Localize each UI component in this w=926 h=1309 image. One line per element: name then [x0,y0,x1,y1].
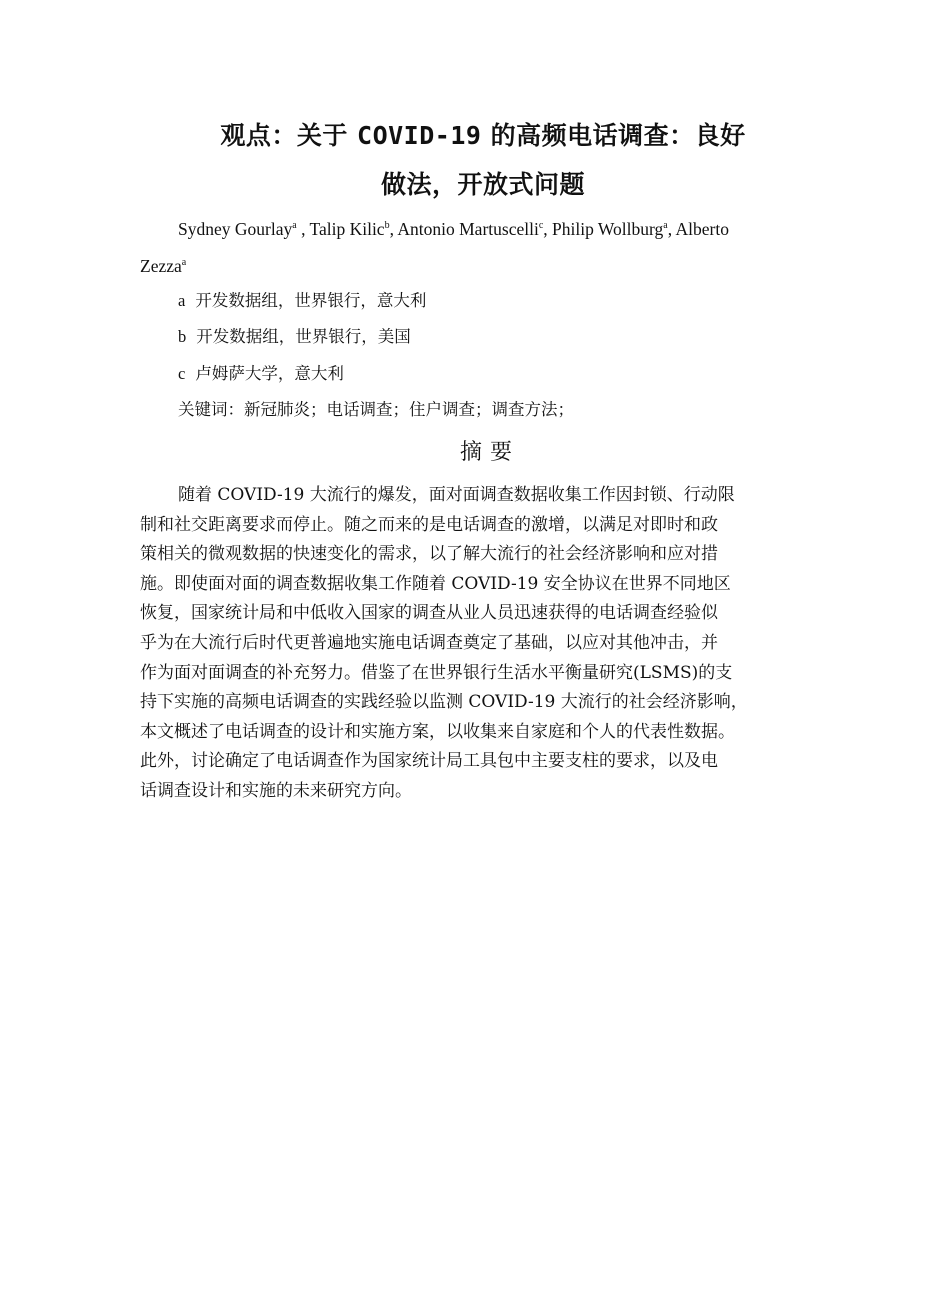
author-affiliation-mark: a [663,220,668,231]
affiliation-text: 开发数据组，世界银行，美国 [196,327,411,346]
author-separator: , [543,219,553,239]
title-code: COVID-19 [357,121,482,150]
author-name: Philip Wollburg [552,219,664,239]
abstract-line: 本文概述了电话调查的设计和实施方案，以收集来自家庭和个人的代表性数据。 [140,721,735,742]
affiliation-text: 卢姆萨大学，意大利 [195,364,344,383]
author-affiliation-mark: c [538,220,544,231]
paper-title-line-2: 做法，开放式问题 [380,170,585,199]
title-suffix: 的高频电话调查：良好 [481,121,746,150]
affiliation-mark: b [178,327,187,346]
author-name: Sydney Gourlay [178,219,293,239]
author-separator: , [389,219,398,239]
author-affiliation-mark: a [292,220,297,231]
author-separator: , [667,219,676,239]
abstract-line: 话调查设计和实施的未来研究方向。 [140,780,412,801]
affiliation-mark: c [178,364,186,383]
abstract-line: 作为面对面调查的补充努力。借鉴了在世界银行生活水平衡量研究(LSMS)的支 [140,662,733,683]
abstract-heading: 摘要 [459,440,520,465]
keywords-text: 新冠肺炎；电话调查；住户调查；调查方法； [244,400,574,419]
title-prefix: 观点：关于 [220,121,358,150]
affiliation-text: 开发数据组，世界银行，意大利 [195,291,427,310]
abstract-line: 制和社交距离要求而停止。随之而来的是电话调查的激增，以满足对即时和政 [140,514,718,535]
author-name: Talip Kilic [309,219,385,239]
abstract-line: 乎为在大流行后时代更普遍地实施电话调查奠定了基础，以应对其他冲击，并 [140,632,718,653]
abstract-line: 持下实施的高频电话调查的实践经验以监测 COVID-19 大流行的社会经济影响， [140,692,748,713]
author-affiliation-mark: b [384,220,390,231]
affiliation-mark: a [178,291,186,310]
abstract-line: 此外，讨论确定了电话调查作为国家统计局工具包中主要支柱的要求，以及电 [140,751,718,772]
affiliation-b [178,323,411,351]
author-list [140,215,800,243]
author-name: Alberto [675,219,729,239]
author-separator: , [296,219,310,239]
keywords-label: 关键词： [178,400,244,419]
abstract-body [140,481,820,807]
abstract-line: 随着 COVID-19 大流行的爆发，面对面调查数据收集工作因封锁、行动限 [178,485,735,505]
author-list-continued [140,252,800,280]
affiliation-c [178,360,344,388]
abstract-line: 恢复，国家统计局和中低收入国家的调查从业人员迅速获得的电话调查经验似 [140,603,718,624]
affiliation-a [178,287,426,315]
abstract-line: 施。即使面对面的调查数据收集工作随着 COVID-19 安全协议在世界不同地区 [140,573,731,594]
abstract-line: 策相关的微观数据的快速变化的需求，以了解大流行的社会经济影响和应对措 [140,544,718,565]
author-affiliation-mark: a [181,257,187,268]
author-name: Antonio Martuscelli [397,219,539,239]
author-name: Zezza [140,256,182,276]
paper-title-line-1 [140,120,826,152]
keywords [178,396,574,424]
